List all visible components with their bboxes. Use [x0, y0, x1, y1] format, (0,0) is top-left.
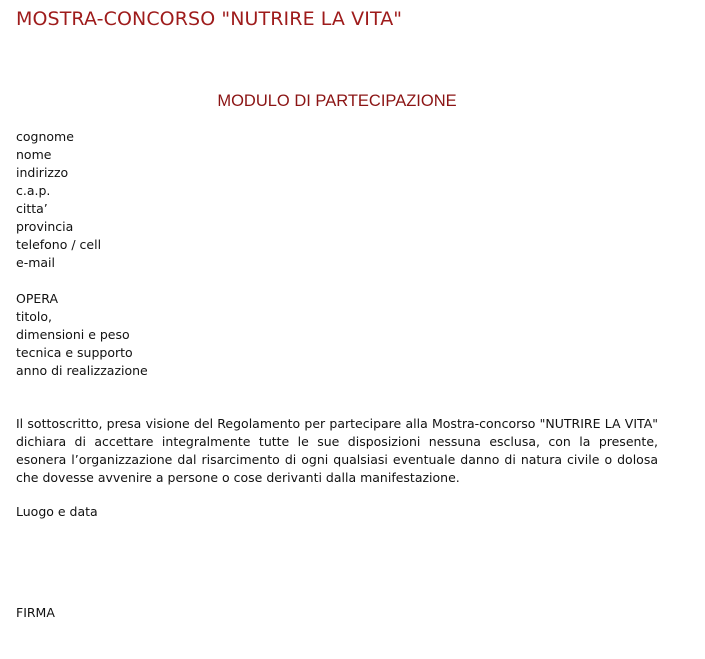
declaration-paragraph: Il sottoscritto, presa visione del Regolamento per partecipare alla Mostra-concorso "NUTRIRE LA VITA" dichiara di accettare integralmente tutte le sue disposizioni nessuna esclusa, con la presente, esonera l’organizzazione dal risarcimento di ogni qualsiasi eventuale danno di natura civile o dolosa che dovesse avvenire a persone o cose derivanti dalla manifestazione.: [16, 416, 658, 485]
personal-fields-list: [16, 128, 101, 272]
field-label-titolo: titolo,: [16, 309, 53, 324]
field-label-dimensioni: dimensioni e peso: [16, 327, 130, 342]
field-label-provincia: provincia: [16, 219, 74, 234]
signature-label: FIRMA: [16, 605, 55, 620]
field-label-cap: c.a.p.: [16, 183, 51, 198]
form-heading: MODULO DI PARTECIPAZIONE: [217, 92, 457, 110]
field-label-citta: citta’: [16, 201, 48, 216]
field-label-telefono: telefono / cell: [16, 237, 102, 252]
work-fields-list: [16, 290, 148, 380]
field-label-anno: anno di realizzazione: [16, 363, 148, 378]
field-label-email: e-mail: [16, 255, 55, 270]
work-section-label: OPERA: [16, 291, 59, 306]
place-date-label: Luogo e data: [16, 504, 98, 519]
page-title: MOSTRA-CONCORSO "NUTRIRE LA VITA": [16, 8, 403, 30]
field-label-nome: nome: [16, 147, 52, 162]
field-label-tecnica: tecnica e supporto: [16, 345, 133, 360]
field-label-cognome: cognome: [16, 129, 74, 144]
field-label-indirizzo: indirizzo: [16, 165, 69, 180]
